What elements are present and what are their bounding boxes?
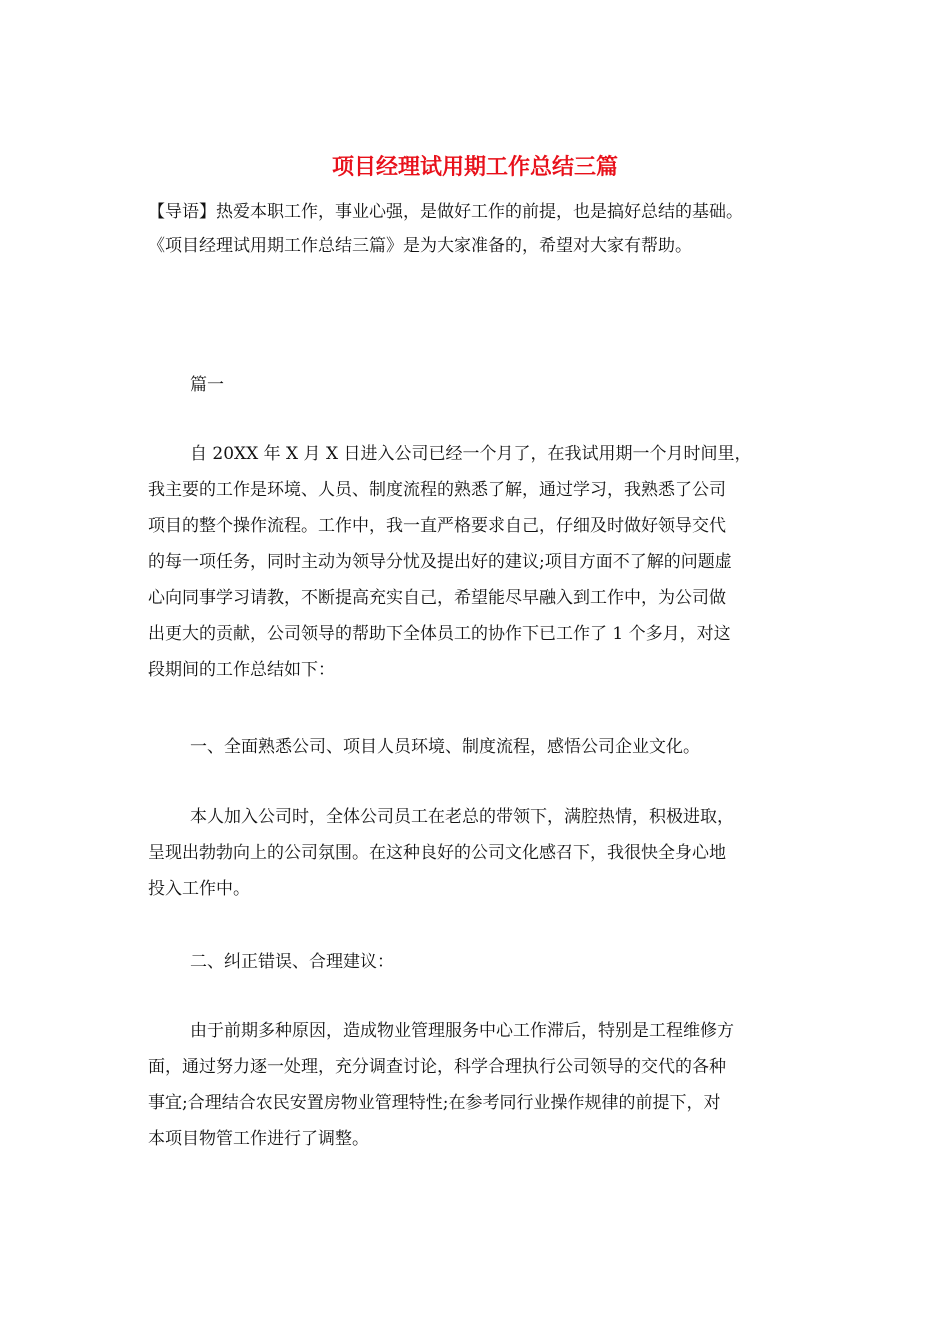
paragraph-line: 自 20XX 年 X 月 X 日进入公司已经一个月了，在我试用期一个月时间里， [190,444,752,464]
document-title: 项目经理试用期工作总结三篇 [331,154,618,180]
paragraph-line: 投入工作中。 [148,879,250,899]
paragraph-line: 事宜;合理结合农民安置房物业管理特性;在参考同行业操作规律的前提下，对 [148,1093,721,1113]
intro-paragraph [148,195,816,263]
section-heading-text: 篇一 [190,375,224,395]
paragraph-line: 我主要的工作是环境、人员、制度流程的熟悉了解，通过学习，我熟悉了公司 [148,480,726,500]
point-2-heading [148,944,808,980]
point-heading-text: 二、纠正错误、合理建议： [190,952,394,972]
point-1-heading [148,729,808,765]
paragraph-line: 段期间的工作总结如下： [148,660,335,680]
intro-line: 【导语】热爱本职工作，事业心强，是做好工作的前提，也是搞好总结的基础。 [148,202,743,222]
paragraph-2 [148,799,808,907]
paragraph-3 [148,1013,808,1157]
paragraph-line: 本人加入公司时，全体公司员工在老总的带领下，满腔热情，积极进取， [190,807,734,827]
paragraph-line: 面，通过努力逐一处理，充分调查讨论，科学合理执行公司领导的交代的各种 [148,1057,726,1077]
paragraph-line: 项目的整个操作流程。工作中，我一直严格要求自己，仔细及时做好领导交代 [148,516,726,536]
paragraph-1 [148,436,808,688]
paragraph-line: 出更大的贡献，公司领导的帮助下全体员工的协作下已工作了 1 个多月，对这 [148,624,731,644]
paragraph-line: 由于前期多种原因，造成物业管理服务中心工作滞后，特别是工程维修方 [190,1021,734,1041]
paragraph-line: 本项目物管工作进行了调整。 [148,1129,369,1149]
intro-line: 《项目经理试用期工作总结三篇》是为大家准备的，希望对大家有帮助。 [148,236,692,256]
section-heading [148,367,808,403]
point-heading-text: 一、全面熟悉公司、项目人员环境、制度流程，感悟公司企业文化。 [190,737,700,757]
paragraph-line: 的每一项任务，同时主动为领导分忧及提出好的建议;项目方面不了解的问题虚 [148,552,732,572]
paragraph-line: 心向同事学习请教，不断提高充实自己，希望能尽早融入到工作中，为公司做 [148,588,726,608]
paragraph-line: 呈现出勃勃向上的公司氛围。在这种良好的公司文化感召下，我很快全身心地 [148,843,726,863]
